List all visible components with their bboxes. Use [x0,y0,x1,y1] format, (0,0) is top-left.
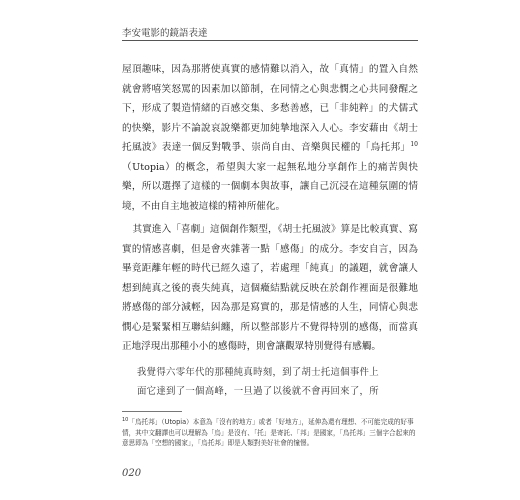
running-head-title: 李安電影的鏡語表達 [122,28,208,39]
footnote-rule [122,411,182,412]
page-number: 020 [122,468,142,479]
paragraph-1 [122,60,418,216]
footnote-number: 10 [122,416,129,423]
footnote-body [122,417,418,449]
quote-line-2: 面它達到了一個高峰，一旦過了以後就不會再回來了，所 [137,386,379,397]
header-rule [122,40,418,41]
block-quote [137,363,419,401]
quote-line-1: 我覺得六零年代的那種純真時刻，到了胡士托這個事件上 [137,367,379,378]
paragraph-2: 其實進入「喜劇」這個創作類型，《胡士托風波》算是比較真實、寫實的情感喜劇，但是會夾雜著一點「感傷」的成分。李安自言，因為畢竟距離年輕的時代已經久遠了，若處理「純真」的議題，就會讓人想到純真之後的喪失純真，這個癥結點就反映在於創作裡面是很難地將感傷的部分減輕，因為那是寫實的，那是情感的人生，同情心與悲憫心是緊緊相互聯結糾纏，所以整部影片不覺得特別的感傷，而當真正地浮現出那種小小的感傷時，則會讓觀眾特別覺得有感觸。 [122,224,418,352]
paragraph-1-text-b: （Utopia）的概念，希望與大家一起無私地分享創作上的痛苦與快樂，所以選擇了這樣的一個劇本與故事，讓自己沉浸在這種氛圍的情境，不由自主地被這樣的精神所催化。 [122,161,418,212]
paragraph-1-text-a: 屋頂趣味，因為那將使真實的感情難以消入，故「真情」的置入自然就會將嘻笑怒罵的因素加以節制，在同情之心與悲憫之心共同發醒之下，形成了製造情緒的百感交集、多愁善感，已「非純粹」的犬儒式的快樂，影片不論說哀說樂都更加純摯地深入人心。李安藉由《胡士托風波》表達一個反對戰爭、崇尚自由、音樂與民權的「烏托邦」 [122,64,418,153]
footnote-text: 「烏托邦」（Utopia）本意為「沒有的地方」或者「好地方」，延伸為還有理想、不可能完成的好事情，其中文翻譯也可以理解為「烏」是沒有、「托」是寄託、「邦」是國家，「烏托邦」三個字合起來的意思即為「空想的國家」，「烏托邦」即是人類對美好社會的憧憬。 [122,418,416,447]
footnote [122,417,418,449]
footnote-reference[interactable]: 10 [410,140,418,148]
body-text [122,60,418,357]
